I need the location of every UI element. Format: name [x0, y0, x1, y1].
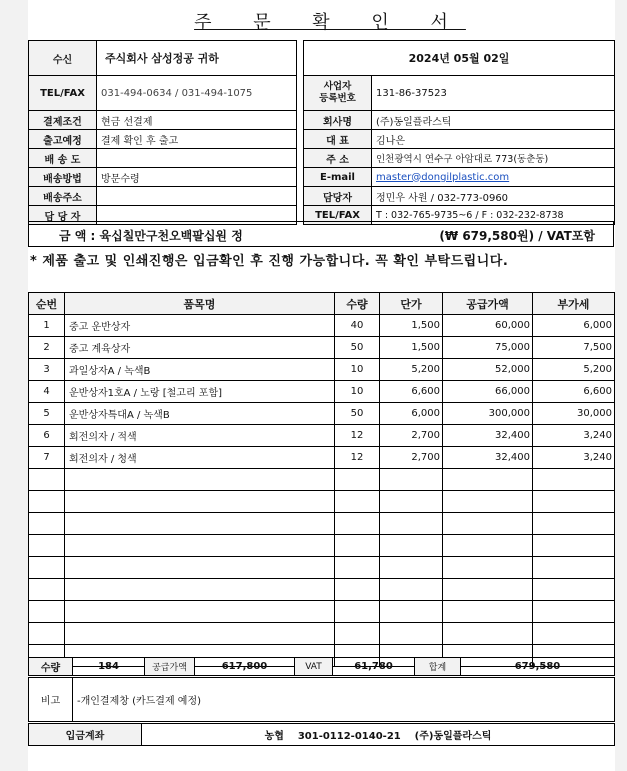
row-no: 1 [29, 315, 65, 337]
items-table [28, 292, 615, 667]
summary-vat-label: VAT [295, 658, 333, 676]
ceo-value: 김나은 [372, 130, 615, 149]
delivery-method-label: 배송방법 [29, 168, 97, 187]
payment-label: 결제조건 [29, 111, 97, 130]
row-supply [443, 469, 533, 491]
row-unit-price: 2,700 [380, 425, 443, 447]
row-item: 운반상자1호A / 노랑 [철고리 포함] [65, 381, 335, 403]
delivery-address-value [97, 187, 297, 206]
row-item [65, 469, 335, 491]
row-vat [533, 491, 615, 513]
summary-total-label: 합계 [415, 658, 461, 676]
supplier-info-table [303, 40, 615, 225]
table-row [29, 359, 615, 381]
row-item: 운반상자특대A / 녹색B [65, 403, 335, 425]
row-vat [533, 623, 615, 645]
row-qty [335, 579, 380, 601]
right-gutter [615, 0, 627, 771]
row-no [29, 535, 65, 557]
row-no: 4 [29, 381, 65, 403]
supplier-manager-value: 정민우 사원 / 032-773-0960 [372, 187, 615, 206]
row-qty [335, 557, 380, 579]
empty-table-row [29, 623, 615, 645]
ceo-label: 대 표 [304, 130, 372, 149]
row-unit-price [380, 513, 443, 535]
payment-value: 현금 선결제 [97, 111, 297, 130]
row-qty: 50 [335, 403, 380, 425]
ship-plan-label: 출고예정 [29, 130, 97, 149]
row-no [29, 513, 65, 535]
empty-table-row [29, 579, 615, 601]
row-qty [335, 491, 380, 513]
supplier-telfax-value: T : 032-765-9735~6 / F : 032-232-8738 [372, 206, 615, 225]
row-supply: 52,000 [443, 359, 533, 381]
destination-label: 배 송 도 [29, 149, 97, 168]
amount-box [28, 221, 614, 247]
row-unit-price [380, 535, 443, 557]
row-supply: 32,400 [443, 447, 533, 469]
summary-supply-label: 공급가액 [145, 658, 195, 676]
summary-qty-value: 184 [73, 658, 145, 676]
col-header-vat: 부가세 [533, 293, 615, 315]
row-item [65, 601, 335, 623]
summary-supply-value: 617,800 [195, 658, 295, 676]
amount-in-words: 금 액 : 육십칠만구천오백팔십원 정 [59, 229, 243, 243]
row-supply: 32,400 [443, 425, 533, 447]
row-supply: 300,000 [443, 403, 533, 425]
delivery-method-value: 방문수령 [97, 168, 297, 187]
row-vat [533, 469, 615, 491]
bank-label: 입금계좌 [29, 724, 142, 746]
row-no [29, 557, 65, 579]
col-header-unit-price: 단가 [380, 293, 443, 315]
row-unit-price: 6,600 [380, 381, 443, 403]
row-vat: 7,500 [533, 337, 615, 359]
row-vat: 6,000 [533, 315, 615, 337]
row-qty: 10 [335, 381, 380, 403]
row-item: 회전의자 / 적색 [65, 425, 335, 447]
row-vat [533, 557, 615, 579]
row-unit-price [380, 469, 443, 491]
address-label: 주 소 [304, 149, 372, 168]
destination-value [97, 149, 297, 168]
row-unit-price: 1,500 [380, 315, 443, 337]
row-unit-price [380, 579, 443, 601]
row-item: 중고 운반상자 [65, 315, 335, 337]
table-row [29, 403, 615, 425]
row-qty [335, 535, 380, 557]
row-item: 회전의자 / 청색 [65, 447, 335, 469]
supplier-manager-label: 담당자 [304, 187, 372, 206]
empty-table-row [29, 469, 615, 491]
row-no [29, 491, 65, 513]
row-vat [533, 601, 615, 623]
row-supply [443, 535, 533, 557]
summary-table [28, 657, 615, 676]
table-row [29, 315, 615, 337]
summary-qty-label: 수량 [29, 658, 73, 676]
row-item [65, 491, 335, 513]
row-qty: 10 [335, 359, 380, 381]
to-label: 수신 [29, 41, 97, 76]
table-row [29, 425, 615, 447]
summary-vat-value: 61,780 [333, 658, 415, 676]
bizno-value: 131-86-37523 [372, 76, 615, 111]
table-row [29, 337, 615, 359]
items-header-row [29, 293, 615, 315]
payment-notice: * 제품 출고 및 인쇄진행은 입금확인 후 진행 가능합니다. 꼭 확인 부탁드립니다. [30, 254, 509, 269]
row-qty [335, 513, 380, 535]
memo-value: -개인결제창 (카드결제 예정) [73, 678, 615, 722]
row-unit-price: 1,500 [380, 337, 443, 359]
empty-table-row [29, 491, 615, 513]
col-header-item: 품목명 [65, 293, 335, 315]
email-label: E-mail [304, 168, 372, 187]
row-vat: 3,240 [533, 447, 615, 469]
table-row [29, 381, 615, 403]
recipient-manager-label: 담 당 자 [29, 206, 97, 225]
row-item [65, 513, 335, 535]
telfax-label: TEL/FAX [29, 76, 97, 111]
supplier-telfax-label: TEL/FAX [304, 206, 372, 225]
col-header-supply: 공급가액 [443, 293, 533, 315]
recipient-info-table [28, 40, 297, 225]
row-no: 3 [29, 359, 65, 381]
row-no: 6 [29, 425, 65, 447]
to-value: 주식회사 삼성정공 귀하 [97, 41, 297, 76]
row-no [29, 623, 65, 645]
bank-account-value: 농협 301-0112-0140-21 (주)동일플라스틱 [142, 724, 615, 746]
row-vat: 3,240 [533, 425, 615, 447]
row-unit-price [380, 623, 443, 645]
row-supply [443, 513, 533, 535]
row-no [29, 469, 65, 491]
empty-table-row [29, 513, 615, 535]
memo-label: 비고 [29, 678, 73, 722]
order-date: 2024년 05월 02일 [304, 41, 615, 76]
row-no: 2 [29, 337, 65, 359]
row-vat [533, 579, 615, 601]
row-item [65, 557, 335, 579]
row-supply: 75,000 [443, 337, 533, 359]
ship-plan-value: 결제 확인 후 출고 [97, 130, 297, 149]
row-item [65, 623, 335, 645]
row-no [29, 601, 65, 623]
row-vat [533, 513, 615, 535]
document-title: 주 문 확 인 서 [194, 12, 466, 33]
delivery-address-label: 배송주소 [29, 187, 97, 206]
row-qty [335, 469, 380, 491]
row-vat: 6,600 [533, 381, 615, 403]
col-header-qty: 수량 [335, 293, 380, 315]
row-supply [443, 491, 533, 513]
row-no: 7 [29, 447, 65, 469]
empty-table-row [29, 535, 615, 557]
row-item [65, 535, 335, 557]
empty-table-row [29, 557, 615, 579]
row-no: 5 [29, 403, 65, 425]
row-unit-price [380, 557, 443, 579]
address-value: 인천광역시 연수구 아암대로 773(동춘동) [372, 149, 615, 168]
row-supply [443, 601, 533, 623]
email-link[interactable]: master@dongilplastic.com [376, 171, 510, 183]
row-unit-price: 5,200 [380, 359, 443, 381]
row-qty: 50 [335, 337, 380, 359]
row-qty [335, 601, 380, 623]
row-qty [335, 623, 380, 645]
summary-total-value: 679,580 [461, 658, 615, 676]
col-header-no: 순번 [29, 293, 65, 315]
row-vat [533, 535, 615, 557]
row-unit-price: 2,700 [380, 447, 443, 469]
row-supply [443, 623, 533, 645]
row-supply: 60,000 [443, 315, 533, 337]
bizno-label: 사업자 등록번호 [304, 76, 372, 111]
row-unit-price [380, 491, 443, 513]
row-qty: 12 [335, 425, 380, 447]
row-unit-price: 6,000 [380, 403, 443, 425]
row-vat: 30,000 [533, 403, 615, 425]
row-vat: 5,200 [533, 359, 615, 381]
row-item: 과일상자A / 녹색B [65, 359, 335, 381]
telfax-value: 031-494-0634 / 031-494-1075 [97, 76, 297, 111]
row-qty: 12 [335, 447, 380, 469]
company-label: 회사명 [304, 111, 372, 130]
row-supply [443, 579, 533, 601]
row-supply: 66,000 [443, 381, 533, 403]
memo-table [28, 677, 615, 722]
row-item: 중고 계육상자 [65, 337, 335, 359]
row-qty: 40 [335, 315, 380, 337]
row-no [29, 579, 65, 601]
bank-table [28, 723, 615, 746]
table-row [29, 447, 615, 469]
amount-in-figures: (₩ 679,580원) / VAT포함 [439, 229, 595, 243]
row-unit-price [380, 601, 443, 623]
row-supply [443, 557, 533, 579]
company-value: (주)동일플라스틱 [372, 111, 615, 130]
row-item [65, 579, 335, 601]
left-gutter [0, 0, 28, 771]
empty-table-row [29, 601, 615, 623]
